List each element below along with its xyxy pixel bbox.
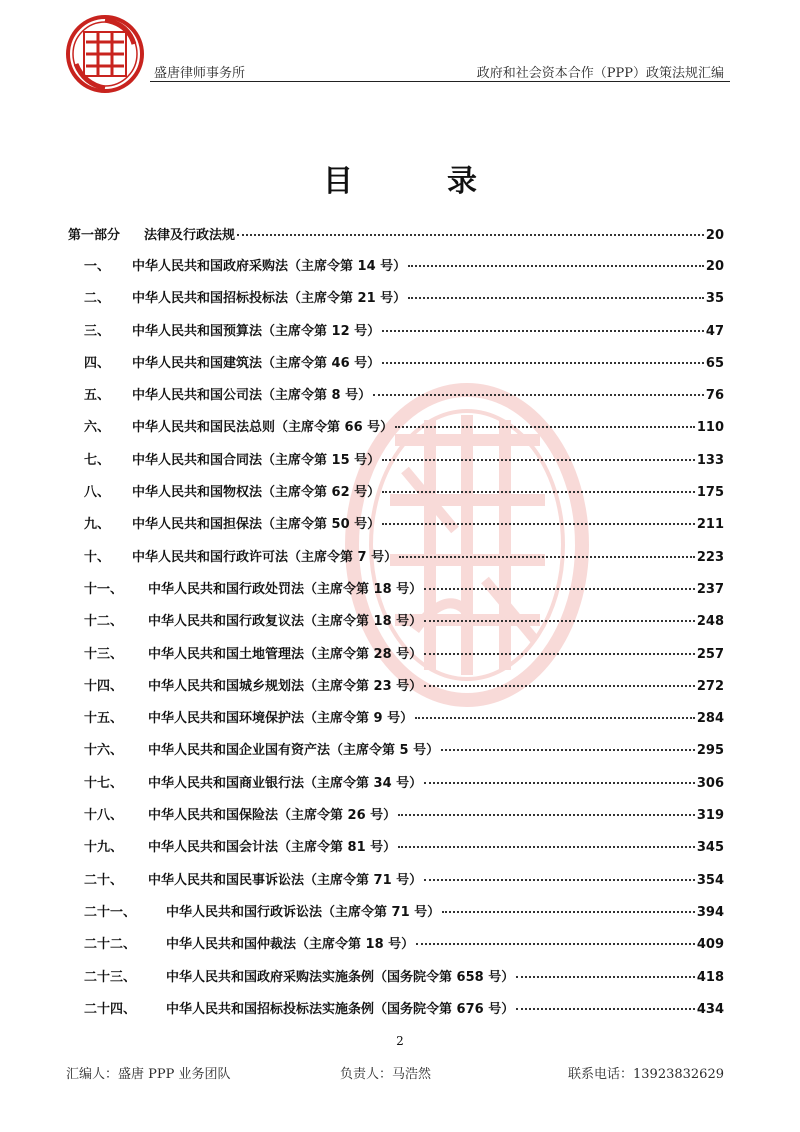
toc-page: 223 — [696, 549, 724, 565]
toc-leader-dots — [237, 234, 704, 236]
toc-title: 法律及行政法规 — [144, 228, 236, 243]
toc-leader-dots — [395, 426, 695, 428]
toc-number: 十五、 — [84, 711, 124, 727]
toc-leader-dots — [382, 459, 695, 461]
toc-title: 中华人民共和国民事诉讼法（主席令第 71 号） — [148, 872, 423, 888]
toc-page: 354 — [696, 872, 724, 888]
toc-page: 35 — [705, 291, 724, 307]
toc-leader-dots — [416, 943, 695, 945]
toc-leader-dots — [382, 362, 704, 364]
toc-title: 中华人民共和国政府采购法（主席令第 14 号） — [132, 259, 407, 274]
toc-title: 中华人民共和国保险法（主席令第 26 号） — [148, 808, 397, 824]
toc-page: 20 — [705, 259, 724, 274]
toc-title: 中华人民共和国招标投标法实施条例（国务院令第 676 号） — [166, 1001, 515, 1017]
toc-number: 三、 — [84, 323, 111, 339]
toc-title: 中华人民共和国合同法（主席令第 15 号） — [132, 452, 381, 468]
toc-leader-dots — [382, 491, 695, 493]
toc-title: 中华人民共和国担保法（主席令第 50 号） — [132, 517, 381, 533]
toc-title: 中华人民共和国行政诉讼法（主席令第 71 号） — [166, 904, 441, 920]
toc-page: 394 — [696, 904, 724, 920]
toc-title: 中华人民共和国仲裁法（主席令第 18 号） — [166, 937, 415, 953]
toc-number: 一、 — [84, 259, 111, 274]
toc-page: 248 — [696, 614, 724, 630]
page-title: 目 录 — [323, 164, 509, 199]
toc-number: 二十三、 — [84, 969, 137, 985]
toc-title: 中华人民共和国行政复议法（主席令第 18 号） — [148, 614, 423, 630]
toc-page: 295 — [696, 743, 724, 759]
toc-leader-dots — [516, 1008, 695, 1010]
toc-title: 中华人民共和国商业银行法（主席令第 34 号） — [148, 775, 423, 791]
toc-title: 中华人民共和国预算法（主席令第 12 号） — [132, 323, 381, 339]
firm-seal-logo — [64, 14, 146, 94]
toc-number: 十、 — [84, 549, 111, 565]
toc-number: 九、 — [84, 517, 111, 533]
toc-leader-dots — [408, 297, 704, 299]
toc-row[interactable] — [68, 673, 724, 705]
toc-leader-dots — [382, 330, 704, 332]
toc-page: 418 — [696, 969, 724, 985]
toc-leader-dots — [398, 814, 695, 816]
page-number: 2 — [396, 1034, 404, 1048]
toc-number: 十二、 — [84, 614, 124, 630]
toc-row[interactable] — [68, 737, 724, 769]
toc-number: 二十一、 — [84, 904, 137, 920]
toc-page: 409 — [696, 937, 724, 953]
toc-number: 十四、 — [84, 678, 124, 694]
toc-page: 76 — [705, 388, 724, 404]
toc-leader-dots — [398, 846, 695, 848]
toc-title: 中华人民共和国行政处罚法（主席令第 18 号） — [148, 581, 423, 597]
toc-title: 中华人民共和国民法总则（主席令第 66 号） — [132, 420, 394, 436]
toc-row[interactable] — [68, 705, 724, 737]
footer-compiler: 汇编人：盛唐 PPP 业务团队 — [66, 1067, 231, 1082]
table-of-contents — [68, 222, 724, 1028]
toc-number: 二十四、 — [84, 1001, 137, 1017]
toc-row[interactable] — [68, 414, 724, 446]
toc-title: 中华人民共和国公司法（主席令第 8 号） — [132, 388, 372, 404]
toc-leader-dots — [424, 653, 695, 655]
toc-page: 211 — [696, 517, 724, 533]
toc-row[interactable] — [68, 382, 724, 414]
toc-page: 272 — [696, 678, 724, 694]
toc-leader-dots — [382, 523, 695, 525]
toc-row[interactable] — [68, 253, 724, 285]
toc-page: 237 — [696, 581, 724, 597]
toc-number: 二十二、 — [84, 937, 137, 953]
toc-leader-dots — [424, 685, 695, 687]
toc-leader-dots — [424, 588, 695, 590]
toc-title: 中华人民共和国城乡规划法（主席令第 23 号） — [148, 678, 423, 694]
toc-page: 319 — [696, 808, 724, 824]
toc-title: 中华人民共和国政府采购法实施条例（国务院令第 658 号） — [166, 969, 515, 985]
toc-page: 284 — [696, 711, 724, 727]
toc-title: 中华人民共和国行政许可法（主席令第 7 号） — [132, 549, 398, 565]
toc-row[interactable] — [68, 447, 724, 479]
toc-number: 六、 — [84, 420, 111, 436]
toc-row[interactable] — [68, 834, 724, 866]
toc-page: 257 — [696, 646, 724, 662]
toc-page: 20 — [705, 228, 724, 243]
toc-leader-dots — [424, 879, 695, 881]
toc-page: 65 — [705, 355, 724, 371]
footer-phone: 联系电话：13923832629 — [568, 1067, 724, 1082]
toc-row[interactable] — [68, 996, 724, 1028]
toc-row[interactable] — [68, 544, 724, 576]
toc-leader-dots — [415, 717, 695, 719]
toc-row[interactable] — [68, 770, 724, 802]
toc-title: 中华人民共和国建筑法（主席令第 46 号） — [132, 355, 381, 371]
toc-number: 八、 — [84, 485, 111, 501]
toc-row[interactable] — [68, 802, 724, 834]
toc-row[interactable] — [68, 222, 724, 253]
toc-page: 175 — [696, 485, 724, 501]
toc-title: 中华人民共和国会计法（主席令第 81 号） — [148, 840, 397, 856]
footer-responsible: 负责人：马浩然 — [340, 1067, 432, 1082]
toc-number: 十九、 — [84, 840, 124, 856]
toc-leader-dots — [373, 394, 704, 396]
toc-leader-dots — [441, 749, 695, 751]
toc-number: 十七、 — [84, 775, 124, 791]
toc-row[interactable] — [68, 576, 724, 608]
toc-title: 中华人民共和国物权法（主席令第 62 号） — [132, 485, 381, 501]
toc-number: 五、 — [84, 388, 111, 404]
toc-row[interactable] — [68, 931, 724, 963]
toc-leader-dots — [424, 782, 695, 784]
toc-row[interactable] — [68, 479, 724, 511]
toc-row[interactable] — [68, 511, 724, 543]
toc-title: 中华人民共和国招标投标法（主席令第 21 号） — [132, 291, 407, 307]
toc-leader-dots — [516, 976, 695, 978]
toc-row[interactable] — [68, 285, 724, 317]
toc-row[interactable] — [68, 608, 724, 640]
toc-title: 中华人民共和国企业国有资产法（主席令第 5 号） — [148, 743, 440, 759]
toc-number: 十八、 — [84, 808, 124, 824]
firm-name: 盛唐律师事务所 — [154, 66, 246, 81]
header-divider — [150, 81, 730, 82]
toc-number: 十六、 — [84, 743, 124, 759]
toc-row[interactable] — [68, 899, 724, 931]
toc-title: 中华人民共和国环境保护法（主席令第 9 号） — [148, 711, 414, 727]
toc-page: 110 — [696, 420, 724, 436]
toc-title: 中华人民共和国土地管理法（主席令第 28 号） — [148, 646, 423, 662]
toc-leader-dots — [399, 556, 695, 558]
toc-row[interactable] — [68, 964, 724, 996]
toc-leader-dots — [424, 620, 695, 622]
toc-row[interactable] — [68, 350, 724, 382]
toc-number: 二十、 — [84, 872, 124, 888]
document-title: 政府和社会资本合作（PPP）政策法规汇编 — [476, 66, 724, 81]
toc-page: 306 — [696, 775, 724, 791]
toc-number: 十一、 — [84, 581, 124, 597]
toc-row[interactable] — [68, 641, 724, 673]
toc-number: 第一部分 — [68, 228, 121, 243]
toc-number: 七、 — [84, 452, 111, 468]
toc-page: 434 — [696, 1001, 724, 1017]
toc-leader-dots — [408, 265, 704, 267]
toc-leader-dots — [442, 911, 695, 913]
toc-page: 345 — [696, 840, 724, 856]
toc-page: 47 — [705, 323, 724, 339]
toc-number: 十三、 — [84, 646, 124, 662]
toc-number: 二、 — [84, 291, 111, 307]
toc-row[interactable] — [68, 867, 724, 899]
toc-page: 133 — [696, 452, 724, 468]
toc-row[interactable] — [68, 318, 724, 350]
toc-number: 四、 — [84, 355, 111, 371]
